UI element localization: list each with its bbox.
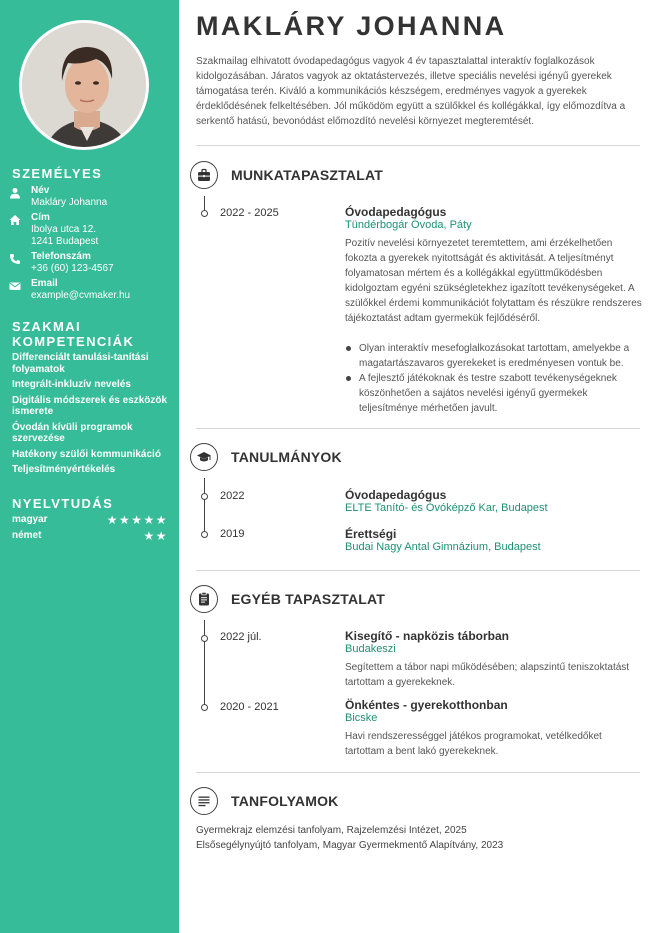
skill-item: Teljesítményértékelés <box>12 464 116 475</box>
other-date: 2020 - 2021 <box>220 701 279 713</box>
timeline-dot <box>201 210 208 217</box>
skill-item: Integrált-inkluzív nevelés <box>12 379 131 390</box>
list-icon <box>190 787 218 815</box>
education-institution: ELTE Tanító- és Óvóképző Kar, Budapest <box>345 502 548 514</box>
course-item: Gyermekrajz elemzési tanfolyam, Rajzelemzési Intézet, 2025 <box>196 825 467 836</box>
other-role: Önkéntes - gyerekotthonban <box>345 698 508 712</box>
email-icon <box>9 280 21 292</box>
skill-item: Digitális módszerek és eszközök ismerete <box>12 394 168 417</box>
other-location: Budakeszi <box>345 643 396 655</box>
language-row <box>12 529 168 542</box>
languages-heading: NYELVTUDÁS <box>12 496 114 511</box>
email-label: Email <box>31 278 58 289</box>
personal-heading: SZEMÉLYES <box>12 166 103 181</box>
other-date: 2022 júl. <box>220 631 262 643</box>
email-value: example@cvmaker.hu <box>31 290 131 301</box>
work-role: Óvodapedagógus <box>345 205 447 219</box>
education-degree: Érettségi <box>345 527 397 541</box>
timeline-dot <box>201 635 208 642</box>
address-city: 1241 Budapest <box>31 236 99 247</box>
skills-heading-line-1: SZAKMAI <box>12 319 82 334</box>
achievement-item: A fejlesztő játékoknak és testre szabott tevékenységeknek köszönhetően a sajátos nevelési igényű gyermekek teljesítménye mérhetően javult. <box>345 371 642 416</box>
address-label: Cím <box>31 212 50 223</box>
address-street: Ibolya utca 12. <box>31 224 97 235</box>
work-section-title: MUNKATAPASZTALAT <box>231 167 383 183</box>
work-organization: Tündérbogár Óvoda, Páty <box>345 219 472 231</box>
section-divider <box>196 428 640 429</box>
skill-item: Differenciált tanulási-tanítási folyamatok <box>12 352 149 375</box>
education-institution: Budai Nagy Antal Gimnázium, Budapest <box>345 541 541 553</box>
skill-item: Hatékony szülői kommunikáció <box>12 448 161 460</box>
phone-value: +36 (60) 123-4567 <box>31 263 114 274</box>
language-rating-stars: ★★ <box>143 529 168 543</box>
phone-label: Telefonszám <box>31 251 91 262</box>
work-date: 2022 - 2025 <box>220 207 279 219</box>
clipboard-icon <box>190 585 218 613</box>
name-label: Név <box>31 185 50 196</box>
education-degree: Óvodapedagógus <box>345 488 447 502</box>
language-name: magyar <box>12 514 48 525</box>
courses-section-title: TANFOLYAMOK <box>231 793 339 809</box>
candidate-name: MAKLÁRY JOHANNA <box>196 11 507 41</box>
phone-icon <box>9 253 21 265</box>
education-date: 2022 <box>220 490 245 502</box>
skill-item: Óvodán kívüli programok szervezése <box>12 421 133 444</box>
course-item: Elsősegélynyújtó tanfolyam, Magyar Gyermekmentő Alapítvány, 2023 <box>196 840 504 851</box>
name-value: Makláry Johanna <box>31 197 108 208</box>
sidebar <box>0 0 179 933</box>
language-name: német <box>12 530 42 541</box>
language-rating-stars: ★★★★★ <box>106 513 168 527</box>
skills-heading <box>12 319 134 349</box>
section-divider <box>196 145 640 146</box>
skills-list <box>12 352 174 480</box>
achievement-item: Olyan interaktív mesefoglalkozásokat tartottam, amelyekbe a magatartászavaros gyerekeket is eredményesen vontuk be. <box>345 341 642 371</box>
timeline-dot <box>201 704 208 711</box>
other-description: Havi rendszerességgel játékos programokat, vetélkedőket tartottam a bent lakó gyerekeknek. <box>345 731 602 757</box>
skills-heading-line-2: KOMPETENCIÁK <box>12 334 135 349</box>
other-description: Segítettem a tábor napi működésében; alapszintű teniszoktatást tartottam a gyerekeknek. <box>345 662 630 688</box>
other-experience-section-title: EGYÉB TAPASZTALAT <box>231 591 386 607</box>
person-icon <box>9 187 21 199</box>
home-icon <box>9 214 21 226</box>
education-section-title: TANULMÁNYOK <box>231 449 342 465</box>
timeline-line <box>204 620 205 707</box>
other-role: Kisegítő - napközis táborban <box>345 629 510 643</box>
section-divider <box>196 570 640 571</box>
briefcase-icon <box>190 161 218 189</box>
language-row <box>12 513 168 526</box>
work-achievements <box>345 341 642 416</box>
education-date: 2019 <box>220 528 245 540</box>
timeline-dot <box>201 531 208 538</box>
other-location: Bicske <box>345 712 378 724</box>
section-divider <box>196 772 640 773</box>
work-description: Pozitív nevelési környezetet teremtettem, ami érzékelhetően fokozta a gyerekek nyitottságát és aktivitását. A teljesítményt folyamatosan mértem és a kollégákkal együttműködésben kidolgoztam egyéni szükségletekhez igazított tevékenységeket. A szülőkkel érdemi kommunikációt folytattam és részükre rendszeres tájékoztatást adtam gyermekük fejlődéséről. <box>345 238 642 324</box>
timeline-line <box>204 478 205 535</box>
profile-photo <box>19 20 149 150</box>
timeline-dot <box>201 493 208 500</box>
graduation-cap-icon <box>190 443 218 471</box>
profile-summary: Szakmailag elhivatott óvodapedagógus vagyok 4 év tapasztalattal interaktív foglalkozások kidolgozásában. Járatos vagyok az oktatástervezés, illetve speciális nevelési igényű gyerekek támogatása terén. Kiváló a kommunikációs készségem, eredményes vagyok a gyerekek érdeklődésének felkeltésében. Jól működöm együtt a szülőkkel és kollégákkal, így előmozdítva a serkentő hatású, bevonódást előmozdító nevelési környezet megteremtését. <box>196 56 626 127</box>
